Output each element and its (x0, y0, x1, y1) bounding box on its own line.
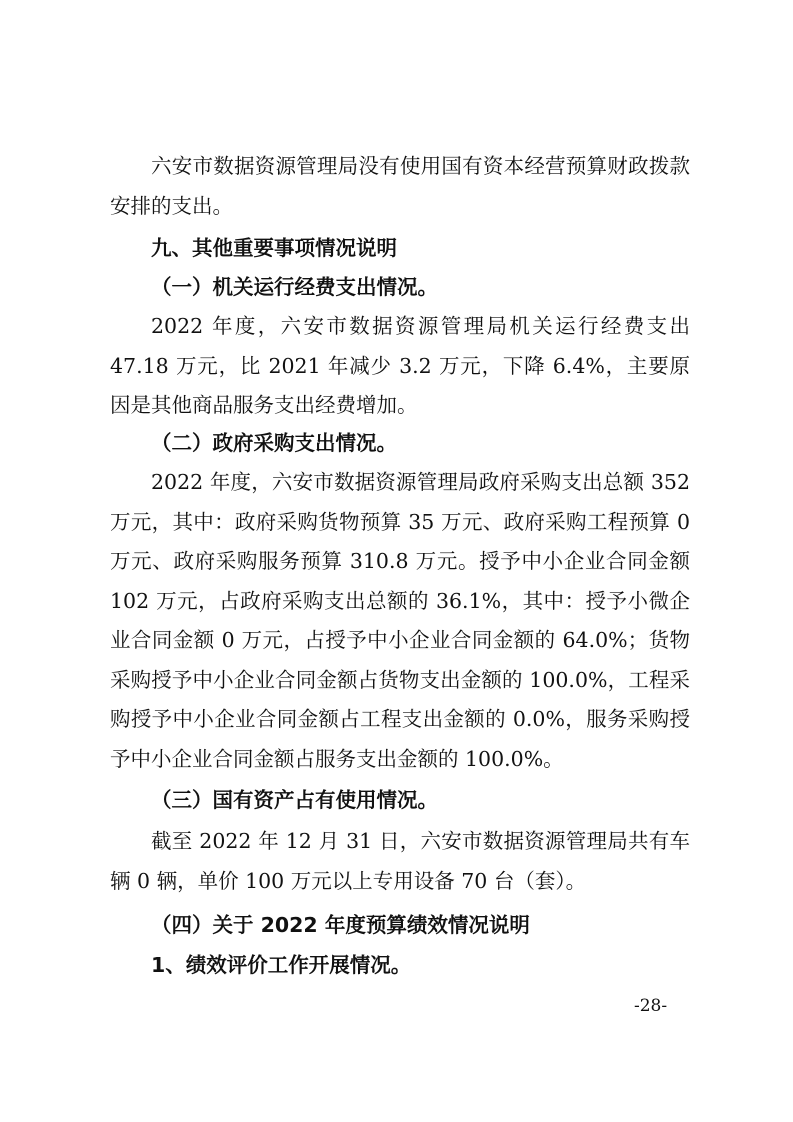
paragraph-state-capital-budget: 六安市数据资源管理局没有使用国有资本经营预算财政拨款安排的支出。 (110, 154, 690, 218)
heading-other-important-matters: 九、其他重要事项情况说明 (151, 236, 397, 260)
heading-state-assets: （三）国有资产占有使用情况。 (151, 788, 438, 812)
paragraph-operating-expenses: 2022 年度，六安市数据资源管理局机关运行经费支出 47.18 万元，比 2021 年减少 3.2 万元，下降 6.4%，主要原因是其他商品服务支出经费增加。 (110, 314, 690, 417)
paragraph-government-procurement: 2022 年度，六安市数据资源管理局政府采购支出总额 352 万元，其中：政府采购货物预算 35 万元、政府采购工程预算 0 万元、政府采购服务预算 310.8 万元。授予中小企业合同金额 102 万元，占政府采购支出总额的 36.1%，其中：授予小微企业合同金额 0 万元，占授予中小企业合同金额的 64.0%；货物采购授予中小企业合同金额占货物支出金额的 100.0%，工程采购授予中小企业合同金额占工程支出金额的 0.0%，服务采购授予中小企业合同金额占服务支出金额的 100.0%。 (110, 470, 690, 771)
paragraph-state-assets: 截至 2022 年 12 月 31 日，六安市数据资源管理局共有车辆 0 辆，单价 100 万元以上专用设备 70 台（套）。 (110, 829, 690, 893)
heading-government-procurement: （二）政府采购支出情况。 (151, 431, 397, 455)
heading-performance-evaluation: 1、绩效评价工作开展情况。 (151, 953, 412, 977)
heading-operating-expenses: （一）机关运行经费支出情况。 (151, 275, 438, 299)
heading-budget-performance: （四）关于 2022 年度预算绩效情况说明 (151, 913, 530, 937)
page-number: -28- (634, 996, 668, 1016)
